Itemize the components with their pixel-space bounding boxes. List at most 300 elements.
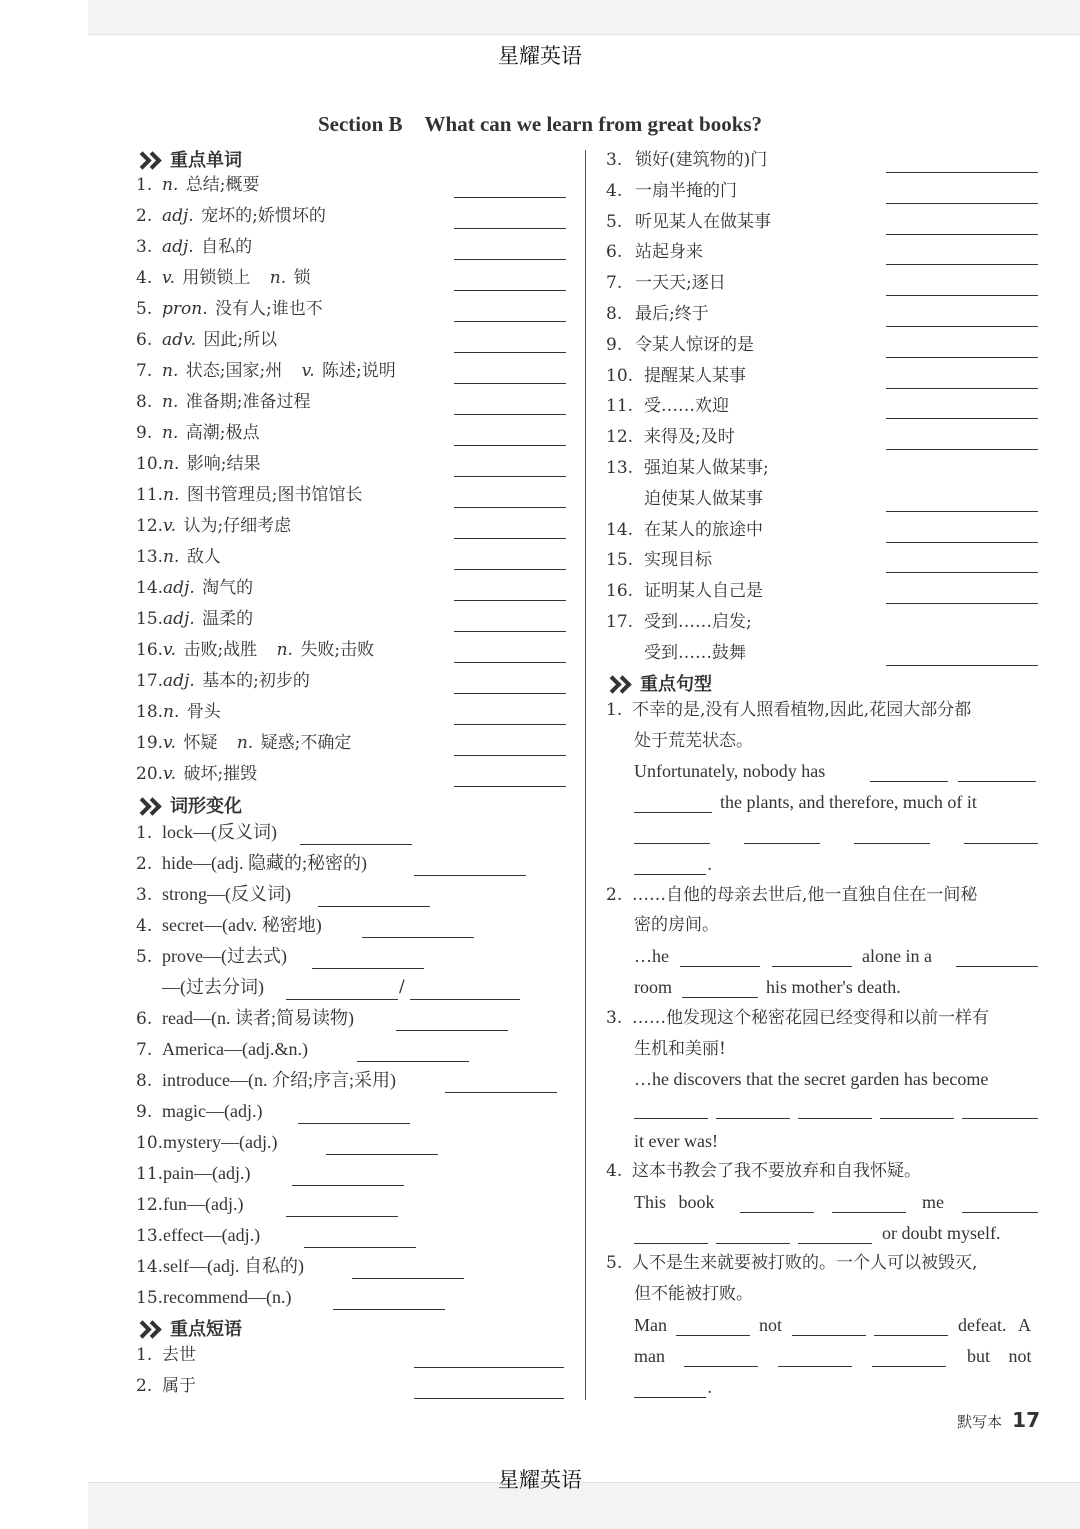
answer-blank[interactable] <box>454 755 566 756</box>
answer-blank[interactable] <box>454 538 566 539</box>
word-meaning: 温柔的 <box>202 609 254 629</box>
word-form-prompt: America—(adj.&n.) <box>162 1039 308 1059</box>
word-meaning: 疑惑;不确定 <box>260 733 352 753</box>
answer-blank[interactable] <box>454 228 566 229</box>
answer-blank[interactable] <box>886 234 1038 235</box>
word-form-item <box>136 1282 292 1312</box>
phrase-meaning: 听见某人在做某事 <box>635 212 771 232</box>
answer-blank[interactable] <box>772 966 852 967</box>
sentence-2-english-room: room <box>634 977 672 997</box>
item-number: 14. <box>136 578 164 598</box>
phrase-item <box>606 545 712 575</box>
answer-blank[interactable] <box>886 418 1038 419</box>
word-meaning: 基本的;初步的 <box>202 671 310 691</box>
heading-key-phrases: 重点短语 <box>136 1315 242 1341</box>
phrase-item <box>606 330 754 360</box>
answer-blank[interactable] <box>832 1212 906 1213</box>
word-item <box>136 170 260 200</box>
word-form-prompt: —(过去分词) <box>162 977 264 997</box>
answer-blank[interactable] <box>634 1243 708 1244</box>
part-of-speech: n. <box>264 268 292 288</box>
word-item <box>136 511 291 541</box>
phrase-item <box>606 576 763 606</box>
answer-blank[interactable] <box>872 1366 946 1367</box>
answer-blank[interactable] <box>682 997 758 998</box>
word-form-item <box>136 879 291 909</box>
item-number: 6. <box>136 330 153 350</box>
item-number: 13. <box>136 547 164 567</box>
answer-blank[interactable] <box>445 1092 557 1093</box>
word-item <box>136 294 323 324</box>
part-of-speech: adj. <box>162 237 200 257</box>
part-of-speech: v. <box>296 361 321 381</box>
word-meaning: 破坏;摧毁 <box>183 764 258 784</box>
word-form-prompt: self—(adj. 自私的) <box>163 1256 305 1276</box>
part-of-speech: n. <box>162 392 184 412</box>
sentence-1-chinese-cont: 处于荒芜状态。 <box>634 731 753 751</box>
section-question: What can we learn from great books? <box>424 112 763 136</box>
word-form-prompt: introduce—(n. 介绍;序言;采用) <box>162 1070 396 1090</box>
sentence-1-english-cont: the plants, and therefore, much of it <box>720 792 977 812</box>
item-number: 11. <box>136 1164 164 1184</box>
part-of-speech: v. <box>163 764 182 784</box>
phrase-item <box>606 176 737 206</box>
answer-blank[interactable] <box>454 600 566 601</box>
phrase-meaning: 去世 <box>162 1345 196 1365</box>
double-chevron-icon <box>606 677 634 691</box>
item-number: 4. <box>136 268 153 288</box>
answer-blank[interactable] <box>676 1335 750 1336</box>
answer-blank[interactable] <box>454 290 566 291</box>
phrase-meaning: 受到……启发; <box>644 612 752 632</box>
answer-blank[interactable] <box>798 1118 872 1119</box>
answer-blank[interactable] <box>886 264 1038 265</box>
word-form-prompt: read—(n. 读者;简易读物) <box>162 1008 354 1028</box>
answer-blank[interactable] <box>792 1335 866 1336</box>
item-number: 15. <box>136 609 164 629</box>
word-item <box>136 759 257 789</box>
sentence-3-english: …he discovers that the secret garden has become <box>634 1069 989 1089</box>
answer-blank[interactable] <box>454 507 566 508</box>
item-number: 18. <box>136 702 164 722</box>
answer-blank[interactable] <box>414 875 526 876</box>
phrase-meaning: 锁好(建筑物的)门 <box>635 150 768 170</box>
phrase-item <box>606 145 767 175</box>
answer-blank[interactable] <box>870 781 948 782</box>
word-meaning: 影响;结果 <box>186 454 261 474</box>
answer-blank[interactable] <box>357 1061 469 1062</box>
part-of-speech: n. <box>163 454 185 474</box>
item-number: 15. <box>606 550 634 570</box>
answer-blank[interactable] <box>880 1118 954 1119</box>
answer-blank[interactable] <box>716 1118 790 1119</box>
answer-blank[interactable] <box>454 662 566 663</box>
phrase-meaning: 在某人的旅途中 <box>644 520 763 540</box>
word-form-item <box>136 1251 304 1281</box>
part-of-speech: v. <box>163 733 182 753</box>
answer-blank[interactable] <box>454 197 566 198</box>
answer-blank[interactable] <box>454 569 566 570</box>
word-form-item <box>136 817 277 847</box>
item-number: 17. <box>136 671 164 691</box>
item-number: 12. <box>136 516 164 536</box>
heading-key-sentences: 重点句型 <box>606 670 712 696</box>
phrase-meaning: 最后;终于 <box>635 304 709 324</box>
answer-blank[interactable] <box>454 414 566 415</box>
phrase-meaning: 迫使某人做某事 <box>644 489 763 509</box>
word-item <box>136 480 363 510</box>
word-meaning: 陈述;说明 <box>322 361 396 381</box>
phrase-item <box>606 453 769 483</box>
answer-blank[interactable] <box>414 1367 564 1368</box>
answer-blank[interactable] <box>300 844 412 845</box>
phrase-item <box>606 207 771 237</box>
scan-top-band <box>88 0 1080 35</box>
answer-blank[interactable] <box>886 449 1038 450</box>
word-item <box>136 697 221 727</box>
phrase-meaning: 强迫某人做某事; <box>644 458 769 478</box>
part-of-speech: n. <box>162 175 184 195</box>
item-number: 11. <box>606 396 634 416</box>
answer-blank[interactable] <box>778 1366 852 1367</box>
item-number: 2. <box>136 1376 153 1396</box>
word-form-item <box>136 910 322 940</box>
word-form-item <box>136 972 264 1002</box>
phrase-meaning: 一扇半掩的门 <box>635 181 737 201</box>
part-of-speech: adv. <box>162 330 202 350</box>
answer-blank[interactable] <box>326 1154 438 1155</box>
word-meaning: 自私的 <box>201 237 253 257</box>
item-number: 8. <box>606 304 623 324</box>
word-item <box>136 232 252 262</box>
phrase-item <box>606 299 709 329</box>
part-of-speech: n. <box>163 485 185 505</box>
item-number: 2. <box>136 206 153 226</box>
watermark-bottom: 星耀英语 <box>498 1468 582 1492</box>
answer-blank[interactable] <box>454 724 566 725</box>
answer-blank[interactable] <box>298 1123 410 1124</box>
word-form-prompt: mystery—(adj.) <box>163 1132 278 1152</box>
answer-blank[interactable] <box>684 1366 758 1367</box>
phrase-meaning: 来得及;及时 <box>644 427 735 447</box>
word-form-prompt: secret—(adv. 秘密地) <box>162 915 322 935</box>
part-of-speech: adj. <box>163 671 201 691</box>
part-of-speech: adj. <box>163 578 201 598</box>
item-number: 16. <box>136 640 164 660</box>
part-of-speech: n. <box>271 640 299 660</box>
sentence-3-chinese: 3. ……他发现这个秘密花园已经变得和以前一样有 <box>606 1008 989 1028</box>
sentence-5-english-not: not <box>759 1315 783 1335</box>
word-meaning: 宠坏的;娇惯坏的 <box>201 206 326 226</box>
phrase-item <box>606 484 763 514</box>
answer-blank[interactable] <box>886 665 1038 666</box>
item-number: 13. <box>606 458 634 478</box>
word-form-prompt: pain—(adj.) <box>163 1163 251 1183</box>
phrase-item <box>606 268 726 298</box>
item-number: 9. <box>606 335 623 355</box>
word-meaning: 高潮;极点 <box>185 423 260 443</box>
word-item <box>136 604 253 634</box>
item-number: 7. <box>606 273 623 293</box>
word-form-prompt: recommend—(n.) <box>163 1287 292 1307</box>
word-form-item <box>136 1127 278 1157</box>
word-item <box>136 728 351 758</box>
word-form-item <box>136 1065 396 1095</box>
part-of-speech: v. <box>163 516 182 536</box>
answer-blank[interactable] <box>454 383 566 384</box>
sentence-2-chinese-cont: 密的房间。 <box>634 915 719 935</box>
word-meaning: 图书管理员;图书馆馆长 <box>186 485 363 505</box>
sentence-2-english-death: his mother's death. <box>766 977 901 997</box>
word-item <box>136 201 326 231</box>
answer-blank[interactable] <box>962 1212 1038 1213</box>
page-number: 17 <box>1012 1408 1040 1432</box>
answer-blank[interactable] <box>964 843 1038 844</box>
phrase-meaning: 令某人惊讶的是 <box>635 335 754 355</box>
item-number: 19. <box>136 733 164 753</box>
answer-blank[interactable] <box>286 1216 398 1217</box>
sentence-4-english-this: This book <box>634 1192 715 1212</box>
item-number: 4. <box>606 181 623 201</box>
word-meaning: 准备期;准备过程 <box>185 392 311 412</box>
answer-blank[interactable] <box>414 1398 564 1399</box>
answer-blank[interactable] <box>634 1397 706 1398</box>
answer-blank[interactable] <box>958 781 1036 782</box>
phrase-meaning: 实现目标 <box>644 550 712 570</box>
period: . <box>707 855 713 875</box>
item-number: 5. <box>606 212 623 232</box>
item-number: 3. <box>136 237 153 257</box>
word-item <box>136 356 396 386</box>
phrase-meaning: 提醒某人某事 <box>644 366 746 386</box>
answer-blank[interactable] <box>716 1243 790 1244</box>
answer-blank[interactable] <box>956 966 1038 967</box>
phrase-item <box>606 638 746 668</box>
answer-blank[interactable] <box>874 1335 948 1336</box>
heading-key-words: 重点单词 <box>136 146 242 172</box>
item-number: 9. <box>136 1102 153 1122</box>
word-form-prompt: fun—(adj.) <box>163 1194 244 1214</box>
word-meaning: 敌人 <box>186 547 221 567</box>
word-form-item <box>136 1158 251 1188</box>
page-title <box>0 112 1080 137</box>
sentence-5-chinese: 5. 人不是生来就要被打败的。一个人可以被毁灭, <box>606 1253 978 1273</box>
item-number: 5. <box>136 947 153 967</box>
word-form-prompt: hide—(adj. 隐藏的;秘密的) <box>162 853 367 873</box>
answer-blank[interactable] <box>454 631 566 632</box>
part-of-speech: v. <box>163 640 182 660</box>
part-of-speech: v. <box>162 268 181 288</box>
page-footer <box>957 1408 1040 1432</box>
answer-blank[interactable] <box>886 295 1038 296</box>
word-form-item <box>136 1096 262 1126</box>
phrase-item <box>606 237 703 267</box>
answer-blank[interactable] <box>454 259 566 260</box>
word-form-item <box>136 1034 308 1064</box>
item-number: 1. <box>136 823 153 843</box>
word-item <box>136 666 310 696</box>
word-form-item <box>136 941 287 971</box>
section-label: Section B <box>317 112 403 136</box>
word-form-item <box>136 1220 260 1250</box>
sentence-3-english-cont: it ever was! <box>634 1131 718 1151</box>
item-number: 15. <box>136 1288 164 1308</box>
answer-blank[interactable] <box>352 1278 464 1279</box>
phrase-meaning: 站起身来 <box>635 242 703 262</box>
sentence-5-english-defeat: defeat. A <box>958 1315 1031 1335</box>
sentence-5-english-man2: man <box>634 1346 665 1366</box>
item-number: 5. <box>136 299 153 319</box>
answer-blank[interactable] <box>362 937 474 938</box>
item-number: 4. <box>136 916 153 936</box>
phrase-item <box>606 607 752 637</box>
sentence-1-english: Unfortunately, nobody has <box>634 761 826 781</box>
item-number: 3. <box>606 150 623 170</box>
watermark-top: 星耀英语 <box>498 44 582 68</box>
answer-blank[interactable] <box>634 1118 708 1119</box>
answer-blank[interactable] <box>634 812 712 813</box>
word-meaning: 击败;战胜 <box>183 640 258 660</box>
phrase-meaning: 证明某人自己是 <box>644 581 763 601</box>
answer-blank[interactable] <box>286 999 398 1000</box>
word-item <box>136 573 253 603</box>
word-form-prompt: lock—(反义词) <box>162 822 277 842</box>
phrase-meaning: 受……欢迎 <box>644 396 729 416</box>
item-number: 14. <box>606 520 634 540</box>
part-of-speech: n. <box>231 733 259 753</box>
sentence-1-chinese: 1. 不幸的是,没有人照看植物,因此,花园大部分都 <box>606 700 972 720</box>
sentence-4-chinese: 4. 这本书教会了我不要放弃和自我怀疑。 <box>606 1161 921 1181</box>
answer-blank[interactable] <box>454 476 566 477</box>
answer-blank[interactable] <box>396 1030 508 1031</box>
item-number: 8. <box>136 392 153 412</box>
phrase-meaning: 一天天;逐日 <box>635 273 726 293</box>
answer-blank[interactable] <box>454 445 566 446</box>
item-number: 3. <box>136 885 153 905</box>
answer-blank[interactable] <box>410 999 520 1000</box>
sentence-5-chinese-cont: 但不能被打败。 <box>634 1284 753 1304</box>
item-number: 14. <box>136 1257 164 1277</box>
item-number: 10. <box>606 366 634 386</box>
word-meaning: 淘气的 <box>202 578 254 598</box>
item-number: 12. <box>136 1195 164 1215</box>
part-of-speech: adj. <box>163 609 201 629</box>
answer-blank[interactable] <box>886 357 1038 358</box>
word-form-prompt: strong—(反义词) <box>162 884 291 904</box>
item-number: 20. <box>136 764 164 784</box>
answer-blank[interactable] <box>454 693 566 694</box>
answer-blank[interactable] <box>886 542 1038 543</box>
item-number: 2. <box>136 854 153 874</box>
answer-blank[interactable] <box>454 786 566 787</box>
sentence-3-chinese-cont: 生机和美丽! <box>634 1039 726 1059</box>
sentence-5-english-but: but not <box>967 1346 1032 1366</box>
answer-blank[interactable] <box>312 968 424 969</box>
answer-blank[interactable] <box>634 874 706 875</box>
sentence-2-chinese: 2. ……自他的母亲去世后,他一直独自住在一间秘 <box>606 885 978 905</box>
word-item <box>136 449 261 479</box>
item-number: 10. <box>136 1133 164 1153</box>
answer-blank[interactable] <box>854 843 930 844</box>
answer-blank[interactable] <box>333 1309 445 1310</box>
answer-blank[interactable] <box>886 511 1038 512</box>
item-number: 16. <box>606 581 634 601</box>
item-number: 13. <box>136 1226 164 1246</box>
footer-label: 默写本 <box>957 1413 1003 1431</box>
answer-blank[interactable] <box>292 1185 404 1186</box>
part-of-speech: adj. <box>162 206 200 226</box>
word-meaning: 怀疑 <box>183 733 218 753</box>
phrase-item <box>606 361 746 391</box>
word-item <box>136 542 221 572</box>
answer-blank[interactable] <box>680 966 760 967</box>
phrase-item <box>606 391 729 421</box>
word-form-prompt: prove—(过去式) <box>162 946 287 966</box>
item-number: 7. <box>136 1040 153 1060</box>
answer-blank[interactable] <box>454 352 566 353</box>
answer-blank[interactable] <box>886 326 1038 327</box>
phrase-item <box>136 1371 196 1401</box>
column-divider <box>585 150 586 1400</box>
answer-blank[interactable] <box>740 1212 814 1213</box>
phrase-meaning: 受到……鼓舞 <box>644 643 746 663</box>
answer-blank[interactable] <box>634 843 710 844</box>
part-of-speech: pron. <box>162 299 213 319</box>
answer-blank[interactable] <box>454 321 566 322</box>
item-number: 8. <box>136 1071 153 1091</box>
word-form-item <box>136 848 367 878</box>
item-number: 10. <box>136 454 164 474</box>
phrase-item <box>606 515 763 545</box>
word-item <box>136 263 311 293</box>
part-of-speech: n. <box>163 702 185 722</box>
sentence-2-english-he: …he <box>634 946 669 966</box>
word-form-prompt: magic—(adj.) <box>162 1101 263 1121</box>
answer-blank[interactable] <box>886 572 1038 573</box>
word-item <box>136 635 374 665</box>
double-chevron-icon <box>136 153 164 167</box>
word-form-prompt: effect—(adj.) <box>163 1225 261 1245</box>
answer-blank[interactable] <box>886 172 1038 173</box>
answer-blank[interactable] <box>886 388 1038 389</box>
sentence-4-english-or: or doubt myself. <box>882 1223 1001 1243</box>
word-item <box>136 418 260 448</box>
part-of-speech: n. <box>162 361 184 381</box>
phrase-meaning: 属于 <box>162 1376 196 1396</box>
answer-blank[interactable] <box>886 603 1038 604</box>
phrase-item <box>606 422 735 452</box>
answer-blank[interactable] <box>886 203 1038 204</box>
word-meaning: 失败;击败 <box>300 640 375 660</box>
phrase-item <box>136 1340 196 1370</box>
item-number: 9. <box>136 423 153 443</box>
item-number: 1. <box>136 1345 153 1365</box>
answer-blank[interactable] <box>304 1247 416 1248</box>
word-meaning: 骨头 <box>186 702 221 722</box>
item-number: 17. <box>606 612 634 632</box>
answer-blank[interactable] <box>798 1243 872 1244</box>
answer-blank[interactable] <box>318 906 430 907</box>
sentence-5-english-man: Man <box>634 1315 667 1335</box>
answer-blank[interactable] <box>962 1118 1038 1119</box>
item-number: 11. <box>136 485 164 505</box>
word-meaning: 总结;概要 <box>185 175 260 195</box>
word-meaning: 锁 <box>293 268 311 288</box>
answer-blank[interactable] <box>744 843 820 844</box>
heading-word-forms: 词形变化 <box>136 792 242 818</box>
item-number: 7. <box>136 361 153 381</box>
double-chevron-icon <box>136 799 164 813</box>
